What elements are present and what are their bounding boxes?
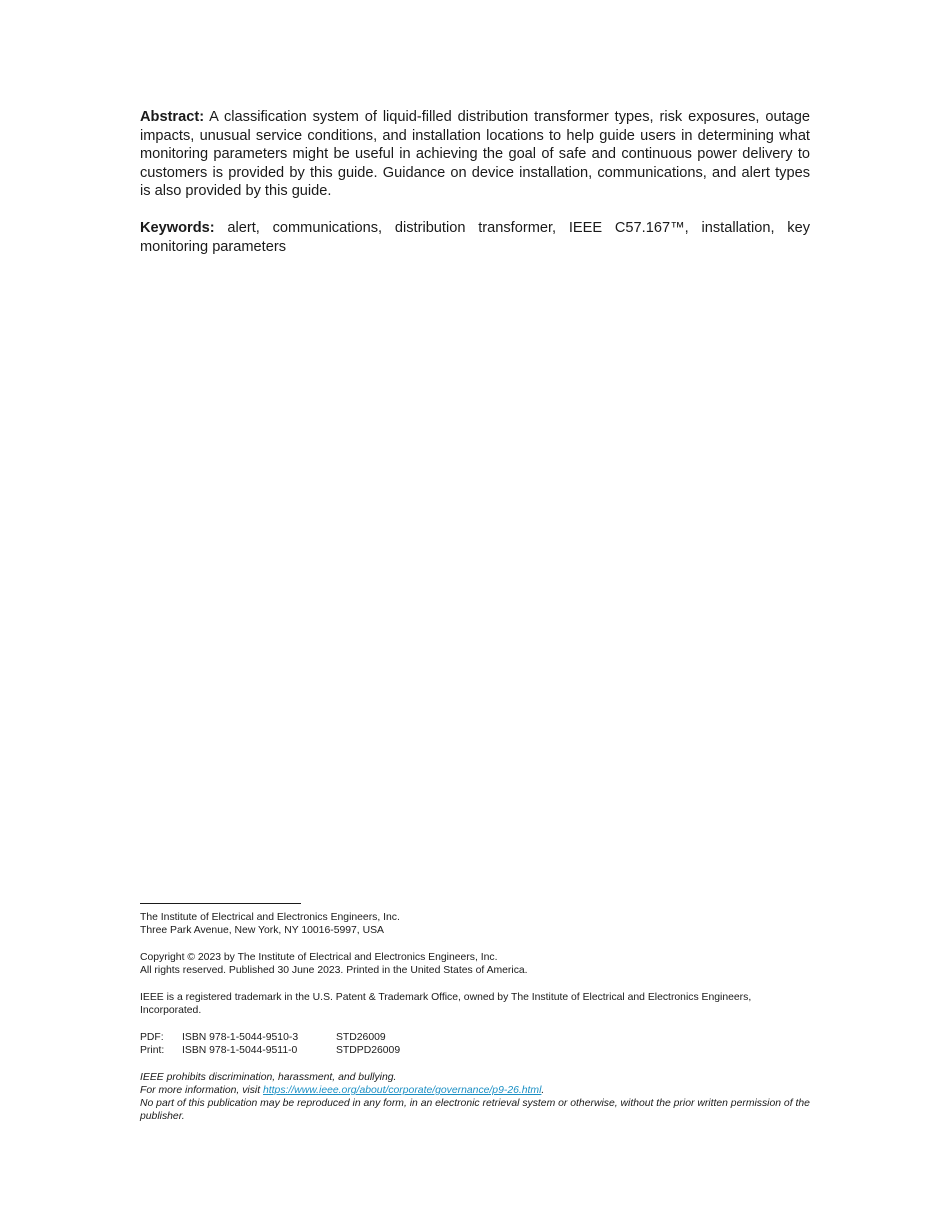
isbn-number: ISBN 978-1-5044-9510-3	[182, 1032, 299, 1043]
rights-line: All rights reserved. Published 30 June 2023. Printed in the United States of America.	[140, 965, 528, 976]
abstract-heading: Abstract:	[140, 109, 205, 125]
footer-divider	[140, 903, 301, 904]
legal-block	[140, 1071, 811, 1123]
isbn-row-print	[140, 1044, 811, 1057]
info-prefix: For more information, visit	[140, 1085, 263, 1096]
isbn-format-label: PDF:	[140, 1032, 164, 1043]
isbn-block	[140, 1031, 811, 1057]
isbn-code: STDPD26009	[336, 1045, 401, 1056]
trademark-line: IEEE is a registered trademark in the U.S. Patent & Trademark Office, owned by The Institute of Electrical and Electronics Engineers, Incorporated.	[140, 992, 752, 1016]
isbn-row-pdf	[140, 1031, 811, 1044]
reproduction-notice: No part of this publication may be reproduced in any form, in an electronic retrieval system or otherwise, without the prior written permission of the publisher.	[140, 1098, 810, 1122]
abstract-paragraph	[140, 108, 810, 201]
publisher-name: The Institute of Electrical and Electronics Engineers, Inc.	[140, 912, 400, 923]
trademark-block	[140, 991, 811, 1017]
publication-footer	[140, 903, 811, 1123]
policy-link[interactable]: https://www.ieee.org/about/corporate/governance/p9-26.html	[263, 1085, 542, 1096]
isbn-number: ISBN 978-1-5044-9511-0	[182, 1045, 298, 1056]
publisher-address: Three Park Avenue, New York, NY 10016-5997, USA	[140, 925, 384, 936]
main-content	[140, 108, 810, 274]
copyright-line: Copyright © 2023 by The Institute of Electrical and Electronics Engineers, Inc.	[140, 952, 498, 963]
keywords-paragraph	[140, 219, 810, 256]
abstract-text: A classification system of liquid-filled distribution transformer types, risk exposures, outage impacts, unusual service conditions, and installation locations to help guide users in determining what monitoring parameters might be useful in achieving the goal of safe and continuous power delivery to customers is provided by this guide. Guidance on device installation, communications, and alert types is also provided by this guide.	[140, 109, 811, 200]
isbn-format-label: Print:	[140, 1045, 165, 1056]
copyright-block	[140, 951, 811, 977]
publisher-block	[140, 911, 811, 937]
keywords-heading: Keywords:	[140, 219, 215, 236]
keywords-text: alert, communications, distribution transformer, IEEE C57.167™, installation, key monitoring parameters	[140, 219, 810, 255]
info-line	[140, 1084, 811, 1097]
info-suffix: .	[541, 1085, 545, 1096]
isbn-code: STD26009	[336, 1032, 386, 1043]
policy-line: IEEE prohibits discrimination, harassment, and bullying.	[140, 1072, 397, 1083]
